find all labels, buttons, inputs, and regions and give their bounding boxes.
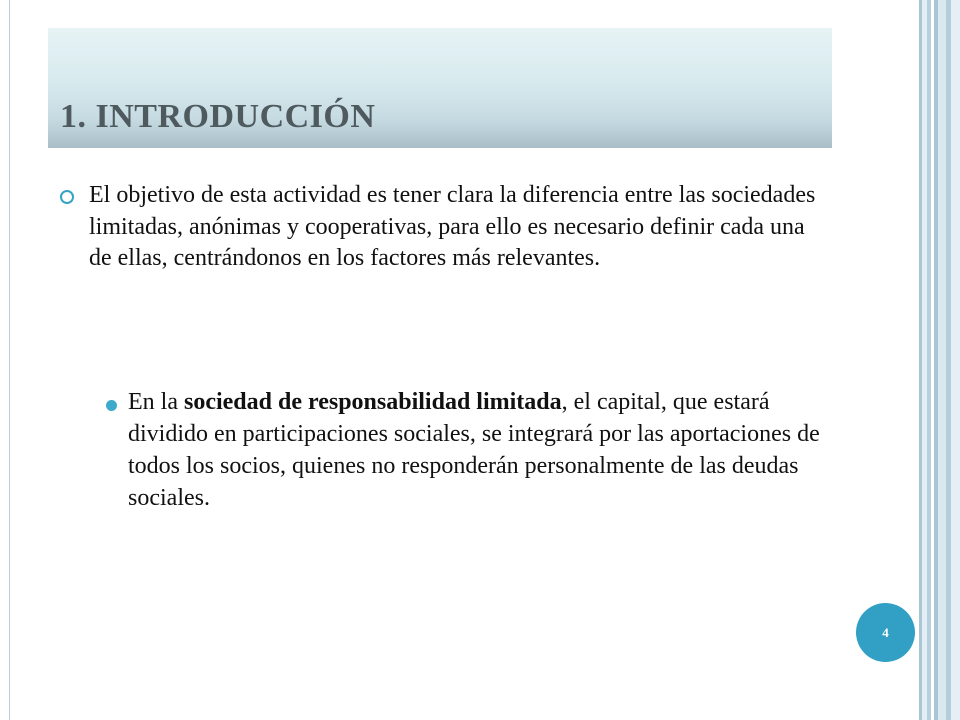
hollow-circle-bullet-icon xyxy=(60,190,74,204)
slide-title: 1. INTRODUCCIÓN xyxy=(60,98,376,135)
sub-bullet-paragraph xyxy=(128,386,828,514)
filled-circle-bullet-icon xyxy=(106,400,117,411)
page-number: 4 xyxy=(882,624,889,640)
left-border-line xyxy=(9,0,10,720)
page-number-badge xyxy=(856,603,915,662)
intro-paragraph: El objetivo de esta actividad es tener clara la diferencia entre las sociedades limitadas, anónimas y cooperativas, para ello es necesario definir cada una de ellas, centrándonos en los factores más relevantes. xyxy=(89,182,816,271)
sub-bullet-bold-term: sociedad de responsabilidad limitada xyxy=(183,389,562,415)
sub-bullet-prefix: En la xyxy=(128,389,184,415)
right-decorative-stripes xyxy=(918,0,960,720)
sub-bullet-suffix: , el capital, que estará dividido en participaciones sociales, se integrará por las aportaciones de todos los socios, quienes no responderán personalmente de las deudas sociales. xyxy=(128,389,820,511)
